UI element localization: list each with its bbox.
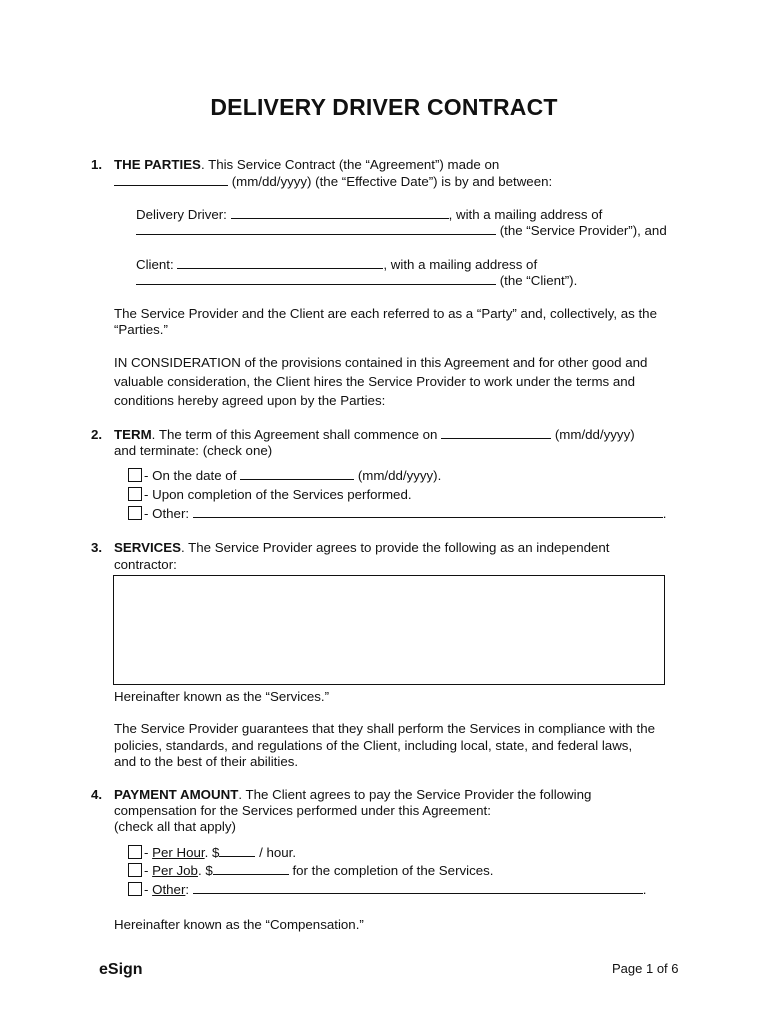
section-3-heading: SERVICES <box>114 540 182 555</box>
driver-line: Delivery Driver: , with a mailing address of <box>136 207 603 222</box>
consideration-l3: conditions hereby agreed upon by the Parties: <box>114 393 386 408</box>
term-date-checkbox[interactable] <box>128 468 142 482</box>
parties-paragraph-l2: “Parties.” <box>114 322 168 337</box>
driver-address-line: (the “Service Provider”), and <box>136 223 667 238</box>
term-other-checkbox[interactable] <box>128 506 142 520</box>
esign-logo: eSign <box>99 961 143 978</box>
per-job-checkbox[interactable] <box>128 863 142 877</box>
section-2-heading: TERM <box>114 427 152 442</box>
section-4-heading: PAYMENT AMOUNT <box>114 787 239 802</box>
client-address-line: (the “Client”). <box>136 273 577 288</box>
section-4-number: 4. <box>91 787 103 802</box>
section-2-line-2: and terminate: (check one) <box>114 443 273 458</box>
section-3-line-2: contractor: <box>114 557 177 572</box>
section-1-heading: THE PARTIES <box>114 157 201 172</box>
section-2-line-1: TERM. The term of this Agreement shall commence on (mm/dd/yyyy) <box>114 427 635 442</box>
services-text-box[interactable] <box>113 575 665 685</box>
document-title: DELIVERY DRIVER CONTRACT <box>210 94 558 120</box>
payment-option-hourly: - Per Hour. $ / hour. <box>128 845 296 860</box>
section-4-line-1: PAYMENT AMOUNT. The Client agrees to pay the Service Provider the following <box>114 787 592 802</box>
term-option-other: - Other: . <box>128 506 666 521</box>
payment-option-job: - Per Job. $ for the completion of the Services. <box>128 863 493 878</box>
per-hour-checkbox[interactable] <box>128 845 142 859</box>
job-amount-field[interactable] <box>213 863 289 875</box>
section-4-line-2: compensation for the Services performed under this Agreement: <box>114 803 491 818</box>
hourly-rate-field[interactable] <box>219 845 255 857</box>
guarantee-l3: and to the best of their abilities. <box>114 754 299 769</box>
per-job-label: Per Job <box>152 863 198 878</box>
section-3-line-1: SERVICES. The Service Provider agrees to provide the following as an independent <box>114 540 610 555</box>
term-option-completion: - Upon completion of the Services performed. <box>128 487 412 502</box>
payment-other-field[interactable] <box>193 882 643 894</box>
driver-name-field[interactable] <box>231 207 449 219</box>
term-other-field[interactable] <box>193 506 663 518</box>
section-3-number: 3. <box>91 540 103 555</box>
services-known-as: Hereinafter known as the “Services.” <box>114 689 330 704</box>
client-line: Client: , with a mailing address of <box>136 257 538 272</box>
section-2-number: 2. <box>91 427 103 442</box>
effective-date-field[interactable] <box>114 174 228 186</box>
guarantee-l2: policies, standards, and regulations of the Client, including local, state, and federal laws, <box>114 738 633 753</box>
parties-paragraph-l1: The Service Provider and the Client are each referred to as a “Party” and, collectively, as the <box>114 306 657 321</box>
page-number: Page 1 of 6 <box>612 961 679 976</box>
payment-other-label: Other <box>152 882 186 897</box>
section-1-number: 1. <box>91 157 103 172</box>
driver-address-field[interactable] <box>136 223 496 235</box>
term-end-date-field[interactable] <box>240 468 354 480</box>
payment-other-checkbox[interactable] <box>128 882 142 896</box>
client-name-field[interactable] <box>177 257 383 269</box>
term-start-date-field[interactable] <box>441 427 551 439</box>
guarantee-l1: The Service Provider guarantees that they shall perform the Services in compliance with the <box>114 721 656 736</box>
client-address-field[interactable] <box>136 273 496 285</box>
term-option-date: - On the date of (mm/dd/yyyy). <box>128 468 441 483</box>
payment-option-other: - Other: . <box>128 882 647 897</box>
consideration-l1: IN CONSIDERATION of the provisions contained in this Agreement and for other good and <box>114 355 648 370</box>
section-4-line-3: (check all that apply) <box>114 819 236 834</box>
section-1-line-2: (mm/dd/yyyy) (the “Effective Date”) is by and between: <box>114 174 552 189</box>
term-completion-checkbox[interactable] <box>128 487 142 501</box>
section-1-line-1: THE PARTIES. This Service Contract (the “Agreement”) made on <box>114 157 500 172</box>
compensation-known-as: Hereinafter known as the “Compensation.” <box>114 917 364 932</box>
consideration-l2: valuable consideration, the Client hires the Service Provider to work under the terms and <box>114 374 636 389</box>
per-hour-label: Per Hour <box>152 845 205 860</box>
